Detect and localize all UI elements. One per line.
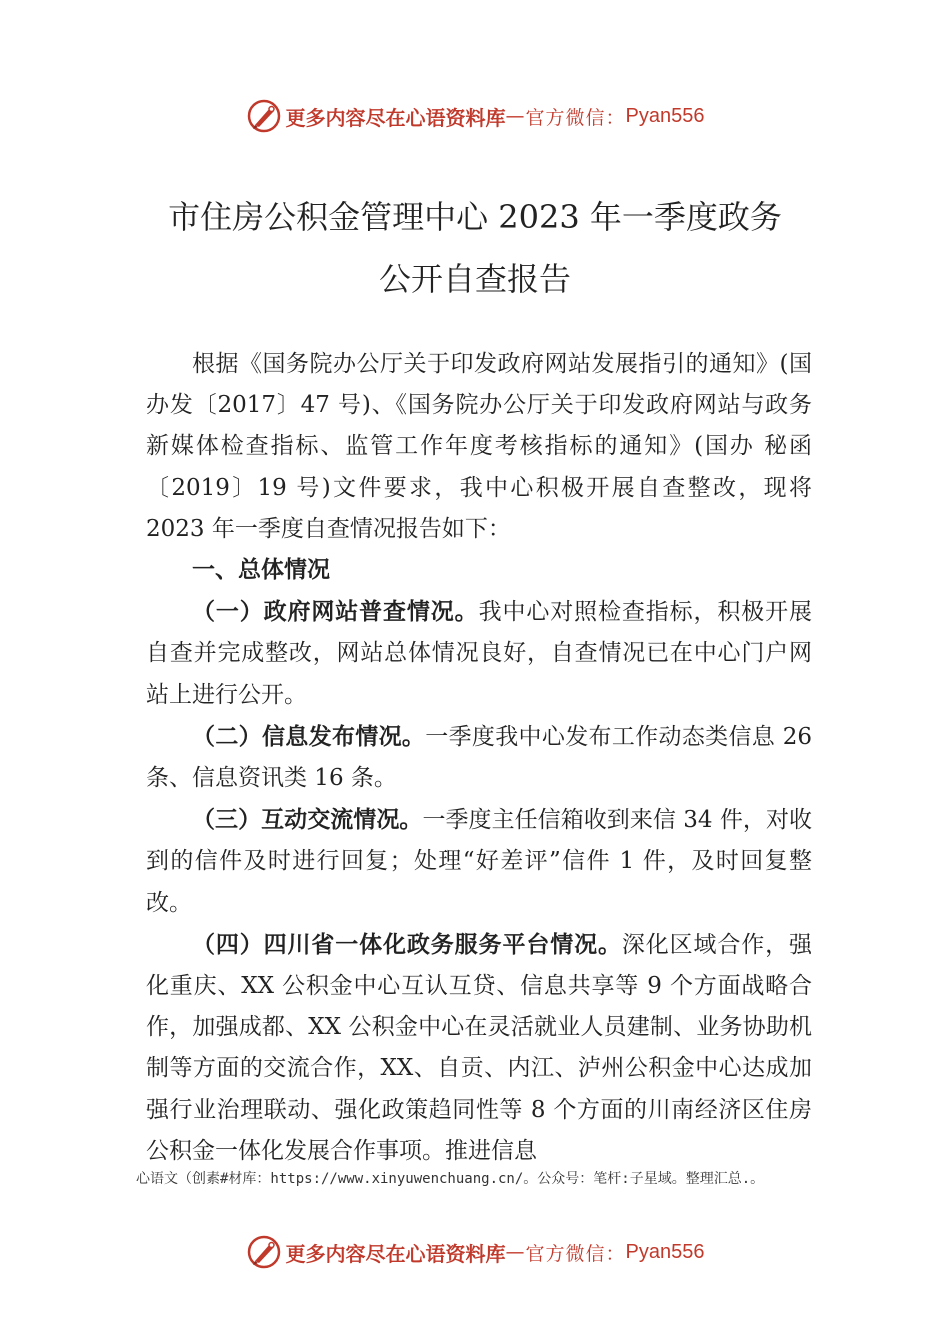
document-body xyxy=(146,344,812,1172)
item-label: （一）政府网站普查情况。 xyxy=(192,598,479,626)
item-paragraph xyxy=(146,716,812,799)
banner-text: 更多内容尽在心语资料库 xyxy=(285,105,506,130)
section-heading: 一、总体情况 xyxy=(192,557,330,584)
banner-wechat-id: Pyan556 xyxy=(625,104,705,127)
item-paragraph xyxy=(146,799,812,924)
item-label: （三）互动交流情况。 xyxy=(192,806,423,834)
item-paragraph xyxy=(146,924,812,1172)
item-label: （二）信息发布情况。 xyxy=(192,722,426,750)
item-text: 深化区域合作，强化重庆、XX 公积金中心互认互贷、信息共享等 9 个方面战略合作，加强成都、XX 公积金中心在灵活就业人员建制、业务协助机制等方面的交流合作，XX、自贡、内江、泸州公积金中心达成加强行业治理联动、强化政策趋同性等 8 个方面的川南经济区住房公积金一体化发展合作事项。推进信息 xyxy=(146,931,813,1164)
banner-dash: — xyxy=(505,1241,526,1263)
footer-banner xyxy=(0,1232,950,1272)
document-title xyxy=(100,186,850,310)
banner-dash: — xyxy=(505,105,526,127)
item-text: 一季度主任信箱收到来信 34 件，对收到的信件及时进行回复；处理“好差评”信件 1 件，及时回复整改。 xyxy=(146,807,813,916)
source-footnote: 心语文（创素#材库：https://www.xinyuwenchuang.cn/。公众号：笔杆:子星域。整理汇总.。 xyxy=(136,1171,765,1187)
title-line-1: 市住房公积金管理中心 2023 年一季度政务 xyxy=(168,198,782,236)
item-label: （四）四川省一体化政务服务平台情况。 xyxy=(192,930,622,958)
banner-wechat-id: Pyan556 xyxy=(625,1240,705,1263)
title-line-2: 公开自查报告 xyxy=(378,260,571,298)
item-text: 一季度我中心发布工作动态类信息 26 条、信息资讯类 16 条。 xyxy=(146,723,813,792)
item-paragraph xyxy=(146,591,812,716)
banner-wechat-label: 官方微信： xyxy=(525,1242,626,1265)
intro-paragraph: 根据《国务院办公厅关于印发政府网站发展指引的通知》(国办发〔2017〕47 号)、《国务院办公厅关于印发政府网站与政务新媒体检查指标、监管工作年度考核指标的通知》(国办 秘函〔2019〕19 号)文件要求，我中心积极开展自查整改，现将 2023 年一季度自查情况报告如下： xyxy=(146,351,812,542)
pen-logo-icon xyxy=(246,1234,282,1270)
banner-wechat-label: 官方微信： xyxy=(525,106,626,129)
pen-logo-icon xyxy=(246,98,282,134)
header-banner xyxy=(0,96,950,136)
banner-text: 更多内容尽在心语资料库 xyxy=(285,1241,506,1266)
item-text: 我中心对照检查指标，积极开展自查并完成整改，网站总体情况良好，自查情况已在中心门户网站上进行公开。 xyxy=(146,599,813,708)
